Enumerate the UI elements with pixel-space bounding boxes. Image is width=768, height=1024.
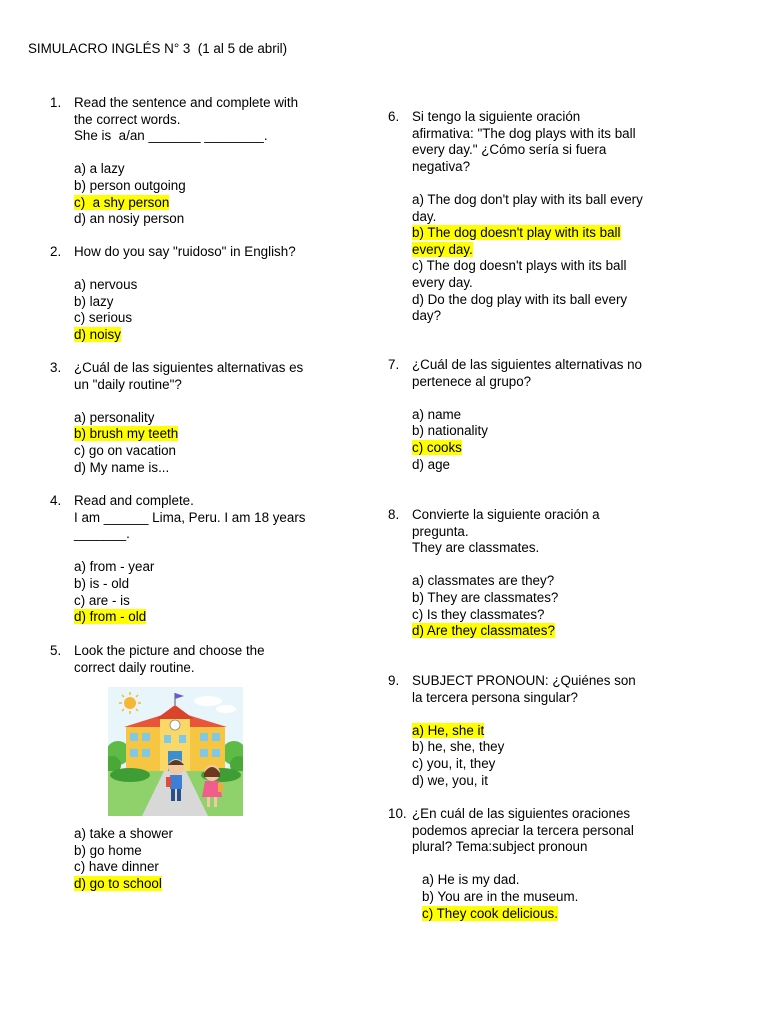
answer-option-correct[interactable]: d) go to school xyxy=(74,875,162,891)
answer-option[interactable]: c) go on vacation xyxy=(74,442,176,458)
answer-option[interactable]: a) take a shower xyxy=(74,826,173,841)
question-number: 4. xyxy=(50,493,62,508)
answer-option[interactable]: a) name xyxy=(412,406,462,422)
answer-option-correct[interactable]: a) He, she it xyxy=(412,722,485,738)
answer-option[interactable]: b) he, she, they xyxy=(412,739,505,755)
question-prompt-line: ¿Cuál de las siguientes alternativas no xyxy=(412,357,643,372)
school-illustration xyxy=(108,687,243,816)
question-prompt-line: Si tengo la siguiente oración xyxy=(412,109,581,124)
answer-option[interactable]: c) Is they classmates? xyxy=(412,606,545,622)
question-prompt-line: How do you say "ruidoso" in English? xyxy=(74,244,296,259)
question-prompt-line: They are classmates. xyxy=(412,540,540,556)
answer-option[interactable]: b) You are in the museum. xyxy=(422,888,579,904)
answer-option[interactable]: d) Do the dog play with its ball every xyxy=(412,291,628,307)
question-prompt-line: negativa? xyxy=(412,158,471,174)
question-prompt-line: I am ______ Lima, Peru. I am 18 years xyxy=(74,509,306,525)
answer-option[interactable]: b) They are classmates? xyxy=(412,589,559,605)
question-prompt-line: SUBJECT PRONOUN: ¿Quiénes son xyxy=(412,673,636,688)
question-prompt-line: la tercera persona singular? xyxy=(412,689,578,705)
question-prompt-line: _______. xyxy=(74,526,130,542)
answer-option[interactable]: a) The dog don't play with its ball every xyxy=(412,191,643,207)
answer-option[interactable]: d) an nosiy person xyxy=(74,211,185,227)
answer-option[interactable]: a) personality xyxy=(74,409,155,425)
answer-option-correct[interactable]: d) from - old xyxy=(74,609,147,625)
question-prompt-line: pertenece al grupo? xyxy=(412,373,532,389)
answer-option[interactable]: a) from - year xyxy=(74,559,155,575)
question-number: 6. xyxy=(388,109,400,124)
question-number: 8. xyxy=(388,507,400,522)
answer-option[interactable]: day. xyxy=(412,208,437,224)
question-number: 5. xyxy=(50,643,62,658)
question-number: 2. xyxy=(50,244,62,259)
question-prompt-line: every day." ¿Cómo sería si fuera xyxy=(412,142,607,158)
question-prompt-line: ¿En cuál de las siguientes oraciones xyxy=(412,806,631,821)
answer-option-correct[interactable]: d) Are they classmates? xyxy=(412,623,555,639)
question-prompt-line: correct daily routine. xyxy=(74,659,195,675)
question-prompt-line: Read and complete. xyxy=(74,493,194,508)
answer-option[interactable]: b) person outgoing xyxy=(74,177,186,193)
question-prompt-line: podemos apreciar la tercera personal xyxy=(412,822,634,838)
answer-option-correct[interactable]: c) They cook delicious. xyxy=(422,905,558,921)
answer-option[interactable]: b) nationality xyxy=(412,423,488,439)
question-prompt-line: ¿Cuál de las siguientes alternativas es xyxy=(74,360,304,375)
answer-option[interactable]: d) age xyxy=(412,456,450,472)
question-prompt-line: She is a/an _______ ________. xyxy=(74,128,268,144)
question-prompt-line: Look the picture and choose the xyxy=(74,643,265,658)
answer-option[interactable]: c) you, it, they xyxy=(412,755,496,771)
question-prompt-line: afirmativa: "The dog plays with its ball xyxy=(412,125,636,141)
question-prompt-line: the correct words. xyxy=(74,111,181,127)
question-number: 7. xyxy=(388,357,400,372)
question-number: 9. xyxy=(388,673,400,688)
answer-option[interactable]: d) My name is... xyxy=(74,459,170,475)
question-prompt-line: Read the sentence and complete with xyxy=(74,95,299,110)
question-prompt-line: plural? Tema:subject pronoun xyxy=(412,839,588,855)
question-prompt-line: pregunta. xyxy=(412,523,469,539)
answer-option[interactable]: a) a lazy xyxy=(74,161,125,177)
question-number: 10. xyxy=(388,806,407,821)
answer-option[interactable]: b) is - old xyxy=(74,575,130,591)
answer-option-correct[interactable]: c) cooks xyxy=(412,439,462,455)
answer-option[interactable]: c) serious xyxy=(74,310,133,326)
question-number: 3. xyxy=(50,360,62,375)
answer-option-correct[interactable]: d) noisy xyxy=(74,326,121,342)
answer-option[interactable]: c) have dinner xyxy=(74,859,159,875)
answer-option[interactable]: day? xyxy=(412,308,442,324)
answer-option-correct[interactable]: c) a shy person xyxy=(74,194,170,210)
question-prompt-line: un "daily routine"? xyxy=(74,376,182,392)
answer-option[interactable]: c) The dog doesn't plays with its ball xyxy=(412,258,627,274)
answer-option-correct[interactable]: every day. xyxy=(412,241,473,257)
answer-option[interactable]: a) nervous xyxy=(74,277,138,293)
question-number: 1. xyxy=(50,95,62,110)
answer-option[interactable]: c) are - is xyxy=(74,592,130,608)
question-5-options xyxy=(74,826,354,892)
answer-option[interactable]: d) we, you, it xyxy=(412,772,488,788)
answer-option[interactable]: b) lazy xyxy=(74,293,114,309)
page-title: SIMULACRO INGLÉS N° 3 (1 al 5 de abril) xyxy=(28,41,288,56)
answer-option-correct[interactable]: b) brush my teeth xyxy=(74,426,179,442)
question-prompt-line: Convierte la siguiente oración a xyxy=(412,507,600,522)
answer-option-correct[interactable]: b) The dog doesn't play with its ball xyxy=(412,225,621,241)
answer-option[interactable]: a) He is my dad. xyxy=(422,872,520,888)
answer-option[interactable]: b) go home xyxy=(74,842,142,858)
answer-option[interactable]: every day. xyxy=(412,274,473,290)
answer-option[interactable]: a) classmates are they? xyxy=(412,573,555,589)
